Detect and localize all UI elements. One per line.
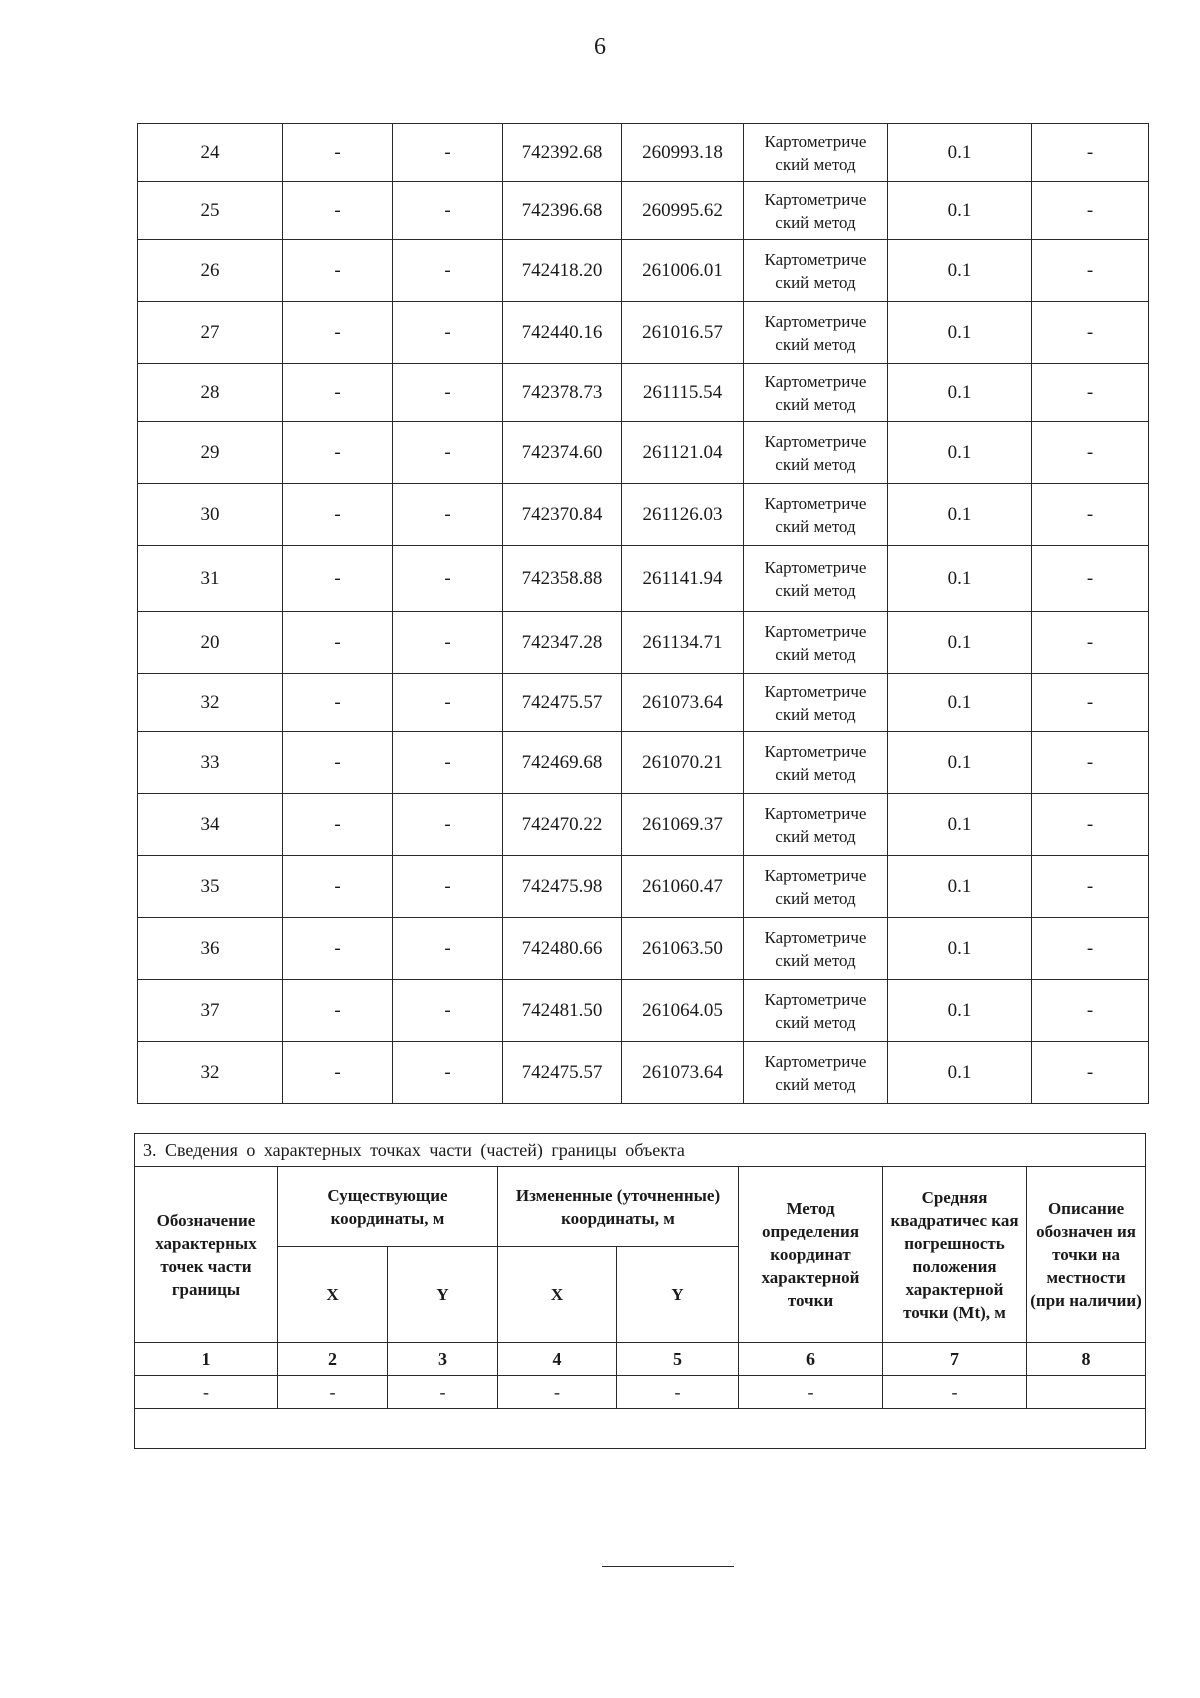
- table-cell: -: [135, 1376, 278, 1409]
- method-cell: [744, 674, 888, 732]
- accuracy-cell: 0.1: [888, 124, 1032, 182]
- bottom-rule: [602, 1566, 734, 1567]
- x-cell: 742469.68: [503, 732, 622, 794]
- x-cell: 742475.57: [503, 674, 622, 732]
- method-text-line: Картометриче: [764, 681, 867, 701]
- method-text-line: ский метод: [775, 826, 856, 846]
- description-cell: -: [1032, 732, 1149, 794]
- point-cell: 36: [138, 918, 283, 980]
- table-cell: -: [498, 1376, 617, 1409]
- accuracy-cell: 0.1: [888, 240, 1032, 302]
- table-row: [138, 1042, 1149, 1104]
- table-row: [138, 546, 1149, 612]
- x-cell: 742396.68: [503, 182, 622, 240]
- table-row: [138, 918, 1149, 980]
- point-cell: 32: [138, 1042, 283, 1104]
- method-text-line: Картометриче: [764, 371, 867, 391]
- y-cell: 261006.01: [622, 240, 744, 302]
- y-cell: 261070.21: [622, 732, 744, 794]
- table-row: [138, 422, 1149, 484]
- existing-y-cell: -: [393, 302, 503, 364]
- method-text-line: Картометриче: [764, 741, 867, 761]
- header-row: [135, 1167, 1146, 1247]
- method-text-line: ский метод: [775, 334, 856, 354]
- method-text-line: Картометриче: [764, 431, 867, 451]
- method-text-line: ский метод: [775, 644, 856, 664]
- existing-x-cell: -: [283, 612, 393, 674]
- point-cell: 20: [138, 612, 283, 674]
- boundary-points-body: [138, 124, 1149, 1104]
- column-number: 8: [1027, 1343, 1146, 1376]
- column-number: 4: [498, 1343, 617, 1376]
- y-cell: 261069.37: [622, 794, 744, 856]
- y-cell: 261134.71: [622, 612, 744, 674]
- header-description: Описание обозначен ия точки на местности (при наличии): [1027, 1167, 1146, 1343]
- x-cell: 742347.28: [503, 612, 622, 674]
- header-method: Метод определения координат характерной точки: [739, 1167, 883, 1343]
- description-cell: -: [1032, 364, 1149, 422]
- existing-x-cell: -: [283, 422, 393, 484]
- accuracy-cell: 0.1: [888, 302, 1032, 364]
- existing-x-cell: -: [283, 856, 393, 918]
- existing-x-cell: -: [283, 182, 393, 240]
- method-text-line: Картометриче: [764, 249, 867, 269]
- table-row: [138, 794, 1149, 856]
- x-cell: 742440.16: [503, 302, 622, 364]
- method-cell: [744, 794, 888, 856]
- existing-y-cell: -: [393, 674, 503, 732]
- method-cell: [744, 484, 888, 546]
- method-text-line: ский метод: [775, 454, 856, 474]
- method-text-line: Картометриче: [764, 803, 867, 823]
- method-text-line: Картометриче: [764, 493, 867, 513]
- method-text-line: Картометриче: [764, 927, 867, 947]
- existing-y-cell: -: [393, 612, 503, 674]
- table-row: [138, 182, 1149, 240]
- method-cell: [744, 422, 888, 484]
- existing-y-cell: -: [393, 484, 503, 546]
- boundary-points-table: [137, 123, 1149, 1104]
- method-text-line: ский метод: [775, 394, 856, 414]
- description-cell: -: [1032, 918, 1149, 980]
- method-cell: [744, 240, 888, 302]
- point-cell: 27: [138, 302, 283, 364]
- y-cell: 261073.64: [622, 674, 744, 732]
- existing-x-cell: -: [283, 302, 393, 364]
- accuracy-cell: 0.1: [888, 1042, 1032, 1104]
- method-text-line: ский метод: [775, 1012, 856, 1032]
- accuracy-cell: 0.1: [888, 980, 1032, 1042]
- existing-y-cell: -: [393, 422, 503, 484]
- y-cell: 261115.54: [622, 364, 744, 422]
- table-row: [138, 302, 1149, 364]
- method-text-line: ский метод: [775, 272, 856, 292]
- existing-x-cell: -: [283, 546, 393, 612]
- column-number: 2: [278, 1343, 388, 1376]
- existing-x-cell: -: [283, 674, 393, 732]
- point-cell: 29: [138, 422, 283, 484]
- existing-y-cell: -: [393, 182, 503, 240]
- description-cell: -: [1032, 484, 1149, 546]
- header-designation: Обозначение характерных точек части границы: [135, 1167, 278, 1343]
- method-cell: [744, 546, 888, 612]
- header-existing-x: X: [278, 1247, 388, 1343]
- point-cell: 32: [138, 674, 283, 732]
- y-cell: 260993.18: [622, 124, 744, 182]
- accuracy-cell: 0.1: [888, 546, 1032, 612]
- table-row: [138, 124, 1149, 182]
- column-number: 3: [388, 1343, 498, 1376]
- y-cell: 261063.50: [622, 918, 744, 980]
- header-changed-y: Y: [617, 1247, 739, 1343]
- accuracy-cell: 0.1: [888, 674, 1032, 732]
- header-existing-coords: Существующие координаты, м: [278, 1167, 498, 1247]
- table-row: [138, 980, 1149, 1042]
- accuracy-cell: 0.1: [888, 856, 1032, 918]
- point-cell: 24: [138, 124, 283, 182]
- point-cell: 37: [138, 980, 283, 1042]
- part-points-table: [134, 1133, 1146, 1449]
- description-cell: -: [1032, 674, 1149, 732]
- method-text-line: Картометриче: [764, 311, 867, 331]
- method-cell: [744, 364, 888, 422]
- existing-y-cell: -: [393, 856, 503, 918]
- method-text-line: Картометриче: [764, 989, 867, 1009]
- column-numbers-row: [135, 1343, 1146, 1376]
- table-cell: -: [739, 1376, 883, 1409]
- table-cell: [1027, 1376, 1146, 1409]
- table-cell: -: [388, 1376, 498, 1409]
- existing-y-cell: -: [393, 732, 503, 794]
- x-cell: 742481.50: [503, 980, 622, 1042]
- point-cell: 35: [138, 856, 283, 918]
- table-row: [135, 1376, 1146, 1409]
- description-cell: -: [1032, 182, 1149, 240]
- point-cell: 28: [138, 364, 283, 422]
- page-number: 6: [594, 34, 606, 60]
- column-number: 7: [883, 1343, 1027, 1376]
- table-cell: -: [617, 1376, 739, 1409]
- section-3-title: 3. Сведения о характерных точках части (частей) границы объекта: [135, 1134, 1146, 1167]
- y-cell: 261126.03: [622, 484, 744, 546]
- y-cell: 261016.57: [622, 302, 744, 364]
- existing-x-cell: -: [283, 124, 393, 182]
- point-cell: 31: [138, 546, 283, 612]
- x-cell: 742374.60: [503, 422, 622, 484]
- column-number: 1: [135, 1343, 278, 1376]
- accuracy-cell: 0.1: [888, 182, 1032, 240]
- existing-x-cell: -: [283, 1042, 393, 1104]
- description-cell: -: [1032, 794, 1149, 856]
- existing-y-cell: -: [393, 1042, 503, 1104]
- y-cell: 261073.64: [622, 1042, 744, 1104]
- empty-cell: [135, 1409, 1146, 1449]
- header-accuracy: Средняя квадратичес кая погрешность положения характерной точки (Mt), м: [883, 1167, 1027, 1343]
- method-cell: [744, 980, 888, 1042]
- y-cell: 261064.05: [622, 980, 744, 1042]
- header-existing-y: Y: [388, 1247, 498, 1343]
- existing-y-cell: -: [393, 240, 503, 302]
- existing-x-cell: -: [283, 918, 393, 980]
- column-number: 6: [739, 1343, 883, 1376]
- existing-y-cell: -: [393, 364, 503, 422]
- description-cell: -: [1032, 1042, 1149, 1104]
- accuracy-cell: 0.1: [888, 364, 1032, 422]
- column-number: 5: [617, 1343, 739, 1376]
- accuracy-cell: 0.1: [888, 612, 1032, 674]
- table-row: [138, 484, 1149, 546]
- table-cell: -: [278, 1376, 388, 1409]
- table-row: [138, 612, 1149, 674]
- method-text-line: Картометриче: [764, 131, 867, 151]
- method-text-line: ский метод: [775, 888, 856, 908]
- method-text-line: ский метод: [775, 580, 856, 600]
- y-cell: 261060.47: [622, 856, 744, 918]
- table-row: [138, 240, 1149, 302]
- method-text-line: Картометриче: [764, 1051, 867, 1071]
- method-text-line: ский метод: [775, 704, 856, 724]
- existing-y-cell: -: [393, 980, 503, 1042]
- existing-y-cell: -: [393, 794, 503, 856]
- point-cell: 30: [138, 484, 283, 546]
- method-cell: [744, 124, 888, 182]
- point-cell: 25: [138, 182, 283, 240]
- x-cell: 742370.84: [503, 484, 622, 546]
- x-cell: 742475.57: [503, 1042, 622, 1104]
- method-text-line: ский метод: [775, 154, 856, 174]
- table-cell: -: [883, 1376, 1027, 1409]
- method-text-line: Картометриче: [764, 621, 867, 641]
- x-cell: 742470.22: [503, 794, 622, 856]
- description-cell: -: [1032, 124, 1149, 182]
- description-cell: -: [1032, 980, 1149, 1042]
- method-text-line: ский метод: [775, 764, 856, 784]
- existing-x-cell: -: [283, 364, 393, 422]
- method-cell: [744, 182, 888, 240]
- description-cell: -: [1032, 546, 1149, 612]
- description-cell: -: [1032, 422, 1149, 484]
- method-text-line: Картометриче: [764, 865, 867, 885]
- section-3-title-row: [135, 1134, 1146, 1167]
- table-row: [138, 856, 1149, 918]
- existing-x-cell: -: [283, 794, 393, 856]
- existing-y-cell: -: [393, 918, 503, 980]
- header-changed-x: X: [498, 1247, 617, 1343]
- accuracy-cell: 0.1: [888, 484, 1032, 546]
- description-cell: -: [1032, 612, 1149, 674]
- method-cell: [744, 302, 888, 364]
- point-cell: 33: [138, 732, 283, 794]
- x-cell: 742418.20: [503, 240, 622, 302]
- description-cell: -: [1032, 240, 1149, 302]
- existing-x-cell: -: [283, 240, 393, 302]
- description-cell: -: [1032, 856, 1149, 918]
- method-cell: [744, 856, 888, 918]
- accuracy-cell: 0.1: [888, 422, 1032, 484]
- x-cell: 742480.66: [503, 918, 622, 980]
- x-cell: 742358.88: [503, 546, 622, 612]
- accuracy-cell: 0.1: [888, 918, 1032, 980]
- x-cell: 742378.73: [503, 364, 622, 422]
- method-text-line: ский метод: [775, 212, 856, 232]
- method-cell: [744, 612, 888, 674]
- description-cell: -: [1032, 302, 1149, 364]
- table-row: [138, 674, 1149, 732]
- empty-row: [135, 1409, 1146, 1449]
- method-cell: [744, 1042, 888, 1104]
- x-cell: 742475.98: [503, 856, 622, 918]
- header-changed-coords: Измененные (уточненные) координаты, м: [498, 1167, 739, 1247]
- method-text-line: ский метод: [775, 1074, 856, 1094]
- point-cell: 26: [138, 240, 283, 302]
- method-text-line: ский метод: [775, 516, 856, 536]
- existing-x-cell: -: [283, 732, 393, 794]
- x-cell: 742392.68: [503, 124, 622, 182]
- existing-y-cell: -: [393, 124, 503, 182]
- method-cell: [744, 918, 888, 980]
- y-cell: 260995.62: [622, 182, 744, 240]
- existing-x-cell: -: [283, 484, 393, 546]
- y-cell: 261141.94: [622, 546, 744, 612]
- method-text-line: Картометриче: [764, 189, 867, 209]
- accuracy-cell: 0.1: [888, 732, 1032, 794]
- accuracy-cell: 0.1: [888, 794, 1032, 856]
- method-text-line: Картометриче: [764, 557, 867, 577]
- method-cell: [744, 732, 888, 794]
- point-cell: 34: [138, 794, 283, 856]
- y-cell: 261121.04: [622, 422, 744, 484]
- method-text-line: ский метод: [775, 950, 856, 970]
- table-row: [138, 732, 1149, 794]
- table-row: [138, 364, 1149, 422]
- existing-y-cell: -: [393, 546, 503, 612]
- existing-x-cell: -: [283, 980, 393, 1042]
